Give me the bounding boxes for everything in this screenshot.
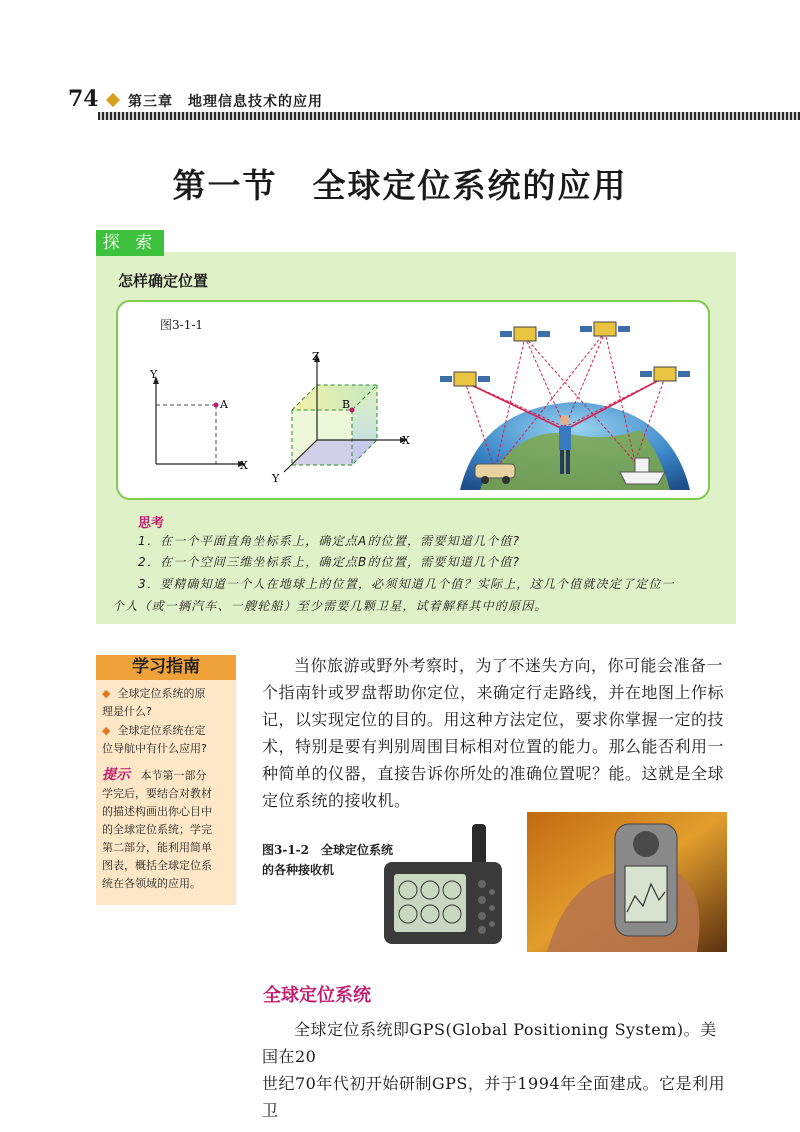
point-b-marker	[350, 408, 355, 413]
section-heading: 全球定位系统	[263, 985, 371, 1006]
point-a-marker	[214, 403, 219, 408]
explore-heading: 怎样确定位置	[118, 272, 209, 290]
diamond-bullet-icon: ◆	[102, 724, 111, 737]
question-3-cont: 个人（或一辆汽车、一艘轮船）至少需要几颗卫星，试着解释其中的原因。	[112, 599, 548, 613]
satellite-earth-illustration	[440, 302, 702, 490]
guide-question-1: ◆ 全球定位系统的原 理是什么?	[102, 687, 206, 718]
tip-label: 提示	[102, 767, 130, 783]
gps-paragraph: 全球定位系统即GPS(Global Positioning System)。美国在20 世纪70年代初开始研制GPS，并于1994年全面建成。它是利用卫	[262, 1020, 726, 1120]
question-2: 2．在一个空间三维坐标系上，确定点B的位置，需要知道几个值?	[138, 555, 521, 569]
satellite-icon	[640, 367, 690, 381]
diamond-bullet-icon: ◆	[102, 687, 111, 700]
question-3: 3．要精确知道一个人在地球上的位置，必须知道几个值？实际上，这几个值就决定了定位一	[138, 577, 675, 591]
handheld-logo	[633, 831, 659, 857]
header-rule	[98, 112, 800, 120]
figure-2-caption: 图3-1-2 全球定位系统 的各种接收机	[262, 843, 394, 877]
satellite-icon	[580, 322, 630, 336]
gps-receiver-photo	[372, 822, 512, 947]
handheld-gps-photo	[527, 812, 727, 952]
think-heading: 思考	[138, 516, 165, 531]
cube-coordinate-figure	[262, 350, 422, 485]
axis-y-label: Y	[150, 368, 158, 381]
page-title: 第一节 全球定位系统的应用	[172, 166, 628, 205]
page-number: 74	[68, 86, 99, 112]
axis-x3-label: X	[402, 434, 410, 447]
figure-label: 图3-1-1	[160, 318, 204, 332]
study-guide-title: 学习指南	[96, 655, 236, 680]
satellite-icon	[500, 327, 550, 341]
chapter-title: 第三章 地理信息技术的应用	[128, 94, 323, 110]
question-1: 1．在一个平面直角坐标系上，确定点A的位置，需要知道几个值?	[138, 534, 521, 548]
guide-tip: 提示 本节第一部分 学完后，要结合对教材 的描述构画出你心目中 的全球定位系统；学完 第二部分，能利用简单 图表，概括全球定位系 统在各领域的应用。	[102, 767, 212, 890]
axis-y3-label: Y	[272, 472, 280, 485]
handheld-screen	[625, 866, 667, 922]
axis-x-label: X	[240, 459, 248, 472]
point-a-label: A	[220, 398, 228, 411]
explore-tab: 探 索	[96, 230, 164, 256]
point-b-label: B	[342, 398, 351, 411]
diamond-icon	[106, 93, 120, 107]
intro-paragraph: 当你旅游或野外考察时，为了不迷失方向，你可能会准备一 个指南针或罗盘帮助你定位，来确定行走路线，并在地图上作标 记，以实现定位的目的。用这种方法定位，要求你掌握一定的技 术，特别是要有判别周围目标相对位置的能力。那么能否利用一 种简单的仪器，直接告诉你所处的准确位置呢？能。这就是全球 定位系统的接收机。	[262, 656, 725, 810]
guide-question-2: ◆ 全球定位系统在定 位导航中有什么应用?	[102, 724, 207, 755]
satellite-icon	[440, 372, 490, 386]
axis-z-label: Z	[312, 350, 320, 363]
plane-coordinate-figure	[140, 360, 260, 475]
